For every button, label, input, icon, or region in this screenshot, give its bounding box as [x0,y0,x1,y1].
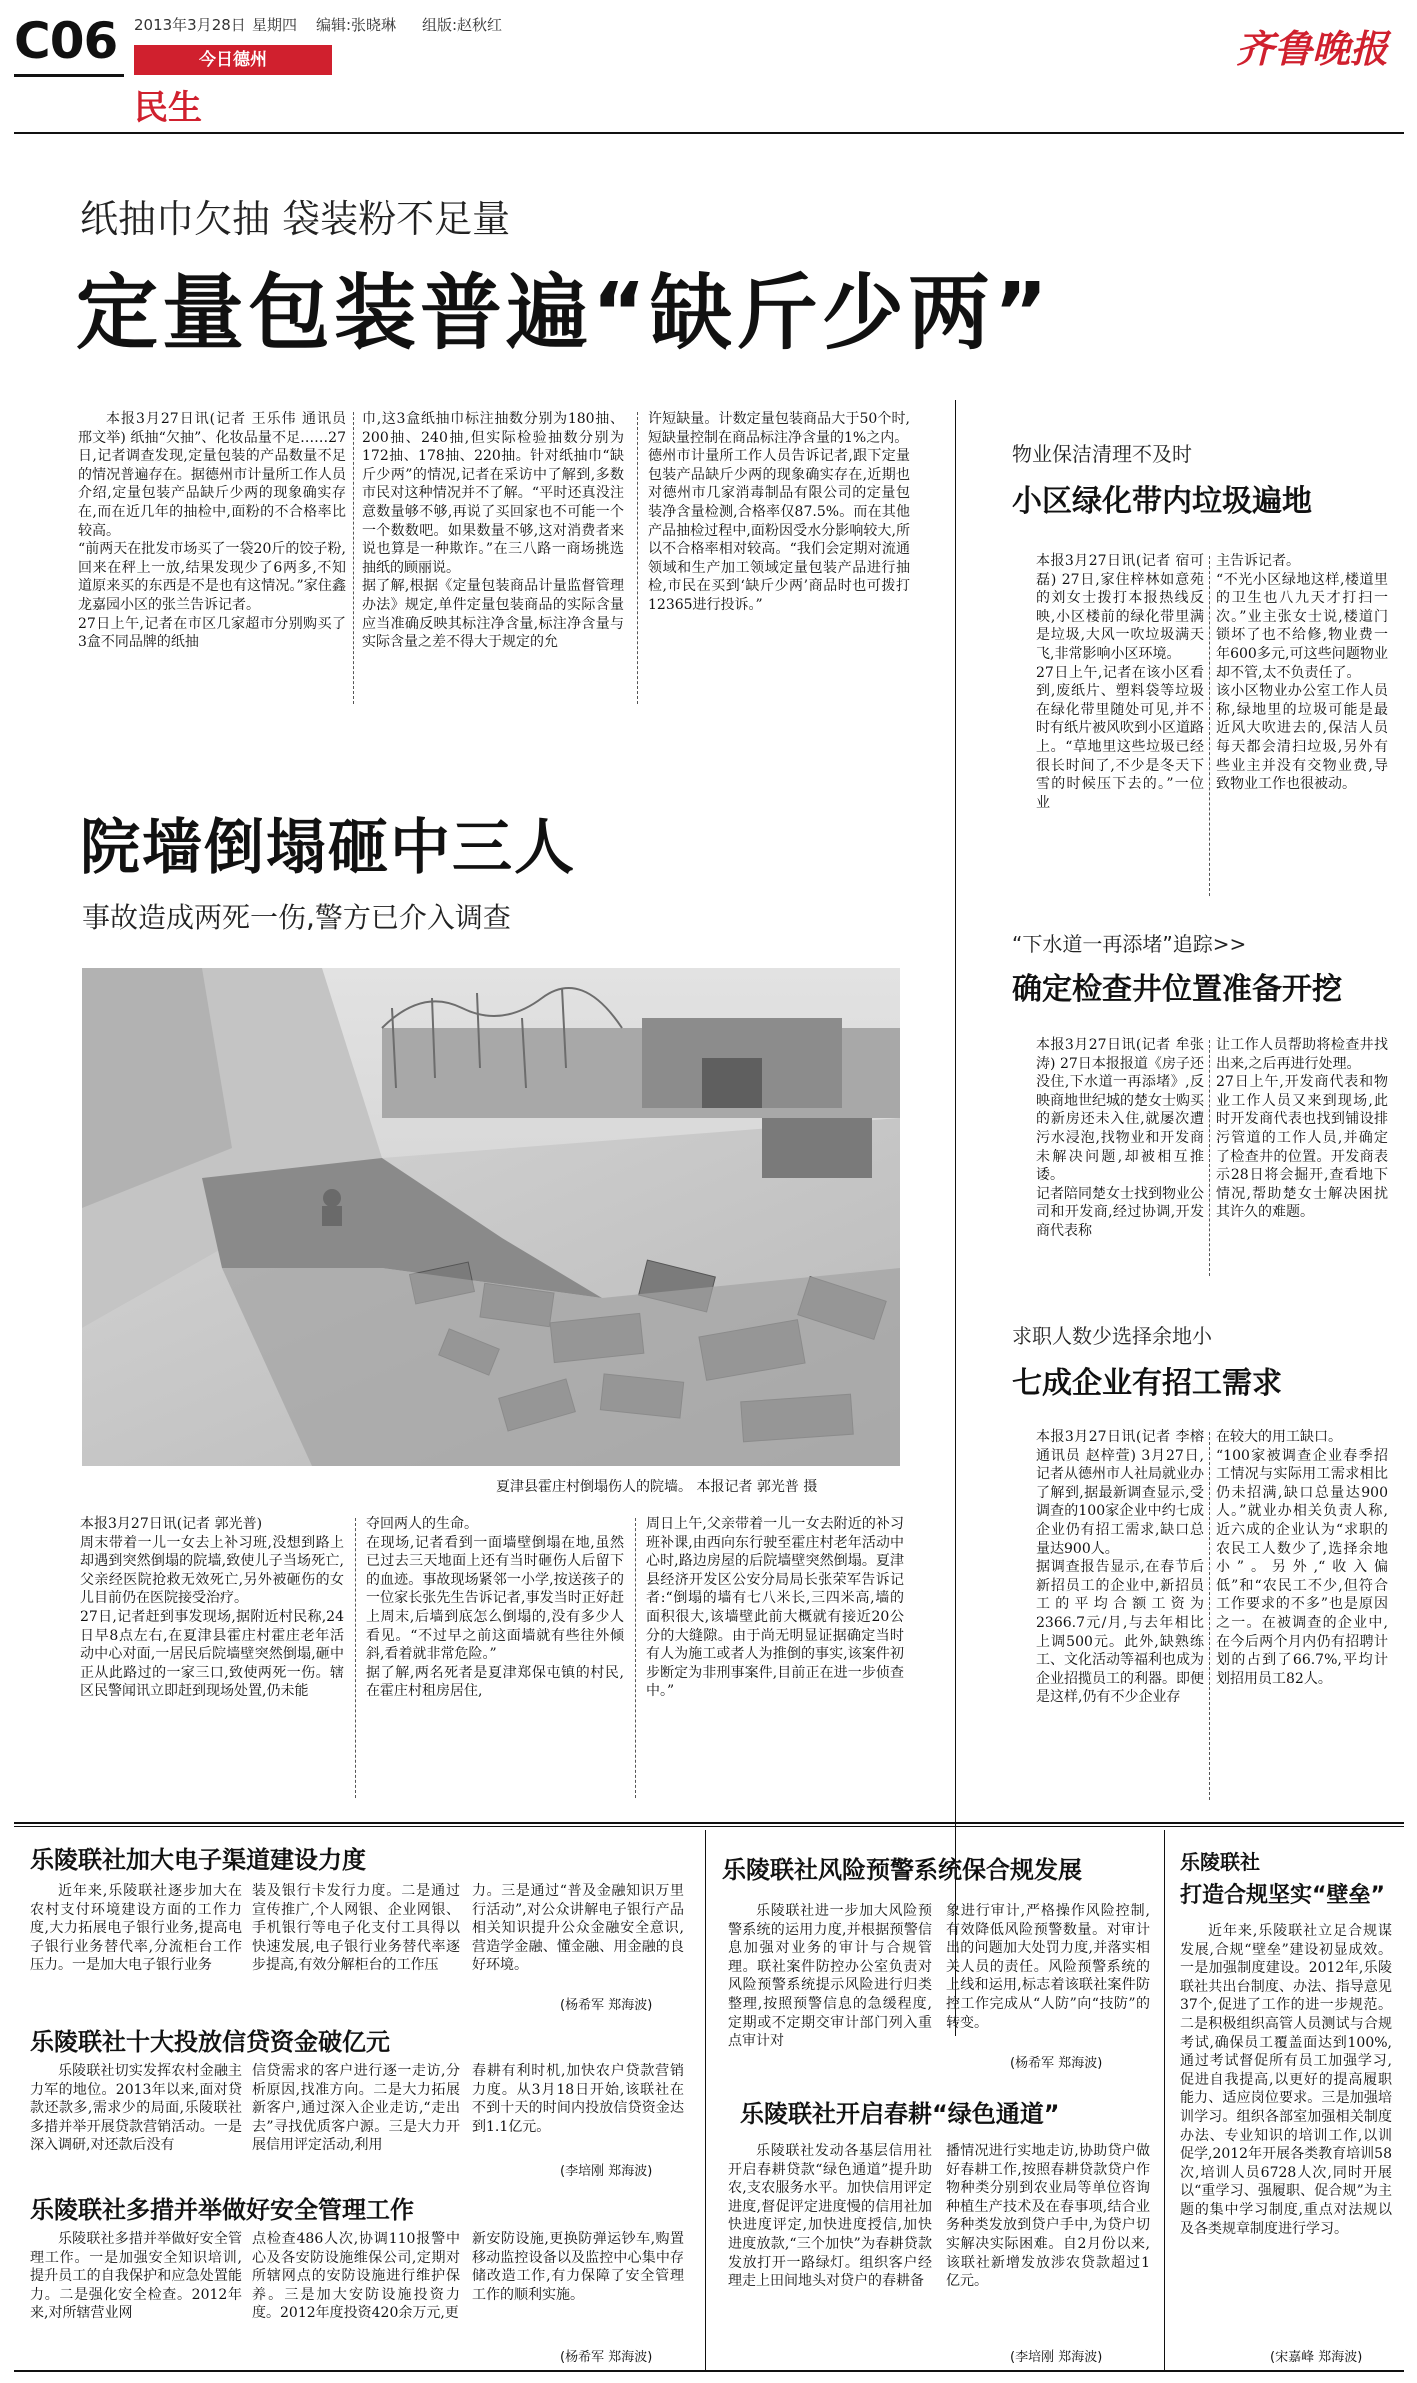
a3-column-3 [472,2230,684,2342]
b2-column-2-text: 播情况进行实地走访,协助贷户做好春耕工作,按照春耕贷款贷户作物种类分别到农业局等单位咨询种植生产技术及在春事项,结合业务种类发放到贷户手中,为贷户切实解决实际困难。自2月份以来,该联社新增发放涉农贷款超过1亿元。 [946,2143,1150,2290]
green-divider [1209,556,1210,896]
green-kicker: 物业保洁清理不及时 [1012,442,1192,466]
green-headline: 小区绿化带内垃圾遍地 [1012,484,1312,519]
green-column-2-text: 主告诉记者。 “不光小区绿地这样,楼道里的卫生也八九天才打扫一次。”业主张女士说,楼道门锁坏了也不给修,物业费一年600多元,可这些问题物业却不管,太不负责任了。 该小区物业办公室工作人员称,绿地里的垃圾可能是最近风大吹进去的,保洁人员每天都会清扫垃圾,另外有些业主并没有交物业费,导致物业工作也很被动。 [1216,553,1388,793]
masthead [0,0,1417,132]
a2-column-2-text: 信贷需求的客户进行逐一走访,分析原因,找准方向。二是大力拓展新客户,通过深入企业走访,“走出去”寻找优质客户源。三是大力开展信用评定活动,利用 [252,2063,460,2154]
jobs-divider [1209,1432,1210,1800]
lead-column-1 [78,410,346,710]
a2-column-2 [252,2062,460,2180]
wall-photo-caption: 夏津县霍庄村倒塌伤人的院墙。 本报记者 郭光普 摄 [496,1479,818,1495]
a3-column-2 [252,2230,460,2364]
b2-column-2 [946,2142,1150,2342]
b2-signature: (李培刚 郑海波) [1010,2350,1103,2365]
page-date: 2013年3月28日 [134,16,246,34]
wall-subhead: 事故造成两死一伤,警方已介入调查 [82,901,511,934]
a2-signature: (李培刚 郑海波) [560,2164,653,2179]
a3-signature: (杨希军 郑海波) [560,2350,653,2365]
b1-column-2-text: 象进行审计,严格操作风险控制,有效降低风险预警数量。对审计出的问题加大处罚力度,并落实相关人员的责任。风险预警系统的上线和运用,标志着该联社案件防控工作完成从“人防”向“技防”的转变。 [946,1903,1150,2031]
lead-headline: 定量包装普遍“缺斤少两” [76,266,1052,361]
lead-column-2-text: 巾,这3盒纸抽巾标注抽数分别为180抽、200抽、240抽,但实际检验抽数分别为172抽、178抽、220抽。针对纸抽巾“缺斤少两”的情况,记者在采访中了解到,多数市民对这种情况并不了解。“平时还真没注意数量够不够,再说了买回家也不可能一个一个数数吧。如果数量不够,这对消费者来说也算是一种欺诈。”在三八路一商场挑选抽纸的顾丽说。 据了解,根据《定量包装商品计量监督管理办法》规定,单件定量包装商品的实际含量应当准确反映其标注净含量,标注净含量与实际含量之差不得大于规定的允 [362,411,624,651]
b2-column-1-text: 乐陵联社发动各基层信用社开启春耕贷款“绿色通道”提升助农,支农服务水平。加快信用评定进度,督促评定进度慢的信用社加快进度评定,加快进度授信,加快进度放款,“三个加快”为春耕贷款发放打开一路绿灯。组织客户经理走上田间地头对贷户的春耕备 [728,2143,932,2290]
b1-column-1-text: 乐陵联社进一步加大风险预警系统的运用力度,并根据预警信息加强对业务的审计与合规管理。联社案件防控办公室负责对风险预警系统提示风险进行归类整理,按照预警信息的急缓程度,定期或不定期交审计部门列入重点审计对 [728,1903,932,2050]
lead-column-2 [362,410,624,710]
c1-kicker: 乐陵联社 [1180,1850,1260,1874]
sewer-kicker: “下水道一再添堵”追踪>> [1012,932,1247,956]
lead-divider-1 [353,412,354,704]
bottom-divider-2 [1164,1830,1165,2370]
bottom-divider-1 [705,1830,706,2370]
a2-column-3 [472,2062,684,2158]
bottom-rule-top [14,1822,1404,1824]
wall-photo [82,968,900,1466]
sewer-column-2-text: 让工作人员帮助将检查井找出来,之后再进行处理。 27日上午,开发商代表和物业工作人员又来到现场,此时开发商代表也找到铺设排污管道的工作人员,并确定了检查井的位置。开发商表示28日将会掘开,查看地下情况,帮助楚女士解决困扰其许久的难题。 [1216,1037,1388,1221]
page-weekday: 星期四 [252,16,298,34]
a1-column-3-text: 力。三是通过“普及金融知识万里行活动”,对公众讲解电子银行产品相关知识提升公众金融安全意识,营造学金融、懂金融、用金融的良好环境。 [472,1883,684,1974]
c1-title: 打造合规坚实“壁垒” [1180,1883,1385,1908]
wall-column-2-text: 夺回两人的生命。 在现场,记者看到一面墙壁倒塌在地,虽然已过去三天地面上还有当时砸伤人后留下的血迹。事故现场紧邻一小学,按送孩子的一位家长张先生告诉记者,事发当时正好赶上周末,后墙到底怎么倒塌的,没有多少人看见。“不过早之前这面墙就有些往外倾斜,看着就非常危险。” 据了解,两名死者是夏津郑保屯镇的村民,在霍庄村租房居住, [366,1516,624,1700]
a1-column-2 [252,1882,460,2012]
a3-column-3-text: 新安防设施,更换防弹运钞车,购置移动监控设备以及监控中心集中存储改造工作,有力保障了安全管理工作的顺利实施。 [472,2231,684,2303]
green-column-2 [1216,552,1388,904]
paper-logo: 齐鲁晚报 [1236,26,1389,71]
a2-column-1 [30,2062,242,2180]
c1-column [1180,1922,1392,2344]
wall-column-1 [80,1515,344,1805]
a2-title: 乐陵联社十大投放信贷资金破亿元 [30,2028,390,2056]
a3-title: 乐陵联社多措并举做好安全管理工作 [30,2196,414,2224]
a1-column-2-text: 装及银行卡发行力度。二是通过宣传推广,个人网银、企业网银、手机银行等电子化支付工具得以快速发展,电子银行业务替代率逐步提高,有效分解柜台的工作压 [252,1883,460,1974]
b2-column-1 [728,2142,932,2364]
a1-column-1-text: 近年来,乐陵联社逐步加大在农村支付环境建设方面的工作力度,大力拓展电子银行业务,提高电子银行业务替代率,分流柜台工作压力。一是加大电子银行业务 [30,1883,242,1974]
sewer-column-2 [1216,1036,1388,1284]
page-number: C06 [14,12,118,70]
sewer-divider [1209,1040,1210,1276]
green-column-1-text: 本报3月27日讯(记者 宿可磊) 27日,家住梓林如意苑的刘女士拨打本报热线反映,小区楼前的绿化带里满是垃圾,大风一吹垃圾满天飞,非常影响小区环境。 27日上午,记者在该小区看到,废纸片、塑料袋等垃圾在绿化带里随处可见,并不时有纸片被风吹到小区道路上。“草地里这些垃圾已经很长时间了,不少是冬天下雪的时候压下去的。”一位业 [1036,553,1204,811]
wall-divider-2 [635,1518,636,1798]
jobs-headline: 七成企业有招工需求 [1012,1366,1282,1401]
b1-title: 乐陵联社风险预警系统保合规发展 [722,1856,1082,1884]
a1-column-3 [472,1882,684,1992]
b1-column-2 [946,1902,1150,2052]
b2-title: 乐陵联社开启春耕“绿色通道” [740,2100,1060,2128]
jobs-column-2 [1216,1428,1388,1808]
a3-column-1-text: 乐陵联社多措并举做好安全管理工作。一是加强安全知识培训,提升员工的自我保护和应急处置能力。二是强化安全检查。2012年来,对所辖营业网 [30,2231,242,2322]
top-rule [14,132,1404,134]
bottom-rule-top-2 [14,1826,1404,1827]
wall-column-3-text: 周日上午,父亲带着一儿一女去附近的补习班补课,由西向东行驶至霍庄村老年活动中心时,路边房屋的后院墙壁突然倒塌。夏津县经济开发区公安分局局长张荣军告诉记者:“倒塌的墙有七八米长,三四米高,墙的面积很大,该墙壁此前大概就有接近20公分的大缝隙。由于尚无明显证据确定当时有人为施工或者人为推倒的事实,该案件初步断定为非刑事案件,目前正在进一步侦查中。” [646,1516,904,1700]
jobs-kicker: 求职人数少选择余地小 [1012,1324,1212,1348]
a3-column-2-text: 点检查486人次,协调110报警中心及各安防设施维保公司,定期对所辖网点的安防设施进行维护保养。三是加大安防设施投资力度。2012年度投资420余万元,更 [252,2231,460,2322]
wall-divider-1 [355,1518,356,1798]
a3-column-1 [30,2230,242,2364]
b1-column-1 [728,1902,932,2072]
jobs-column-1 [1036,1428,1204,1808]
green-column-1 [1036,552,1204,904]
a2-column-1-text: 乐陵联社切实发挥农村金融主力军的地位。2013年以来,面对贷款还款多,需求少的局面,乐陵联社多措并举开展贷款营销活动。一是深入调研,对还款后没有 [30,2063,242,2154]
page-designer: 组版:赵秋红 [422,16,503,34]
sewer-column-1 [1036,1036,1204,1284]
a1-signature: (杨希军 郑海波) [560,1998,653,2013]
masthead-rule [14,74,124,77]
a1-column-1 [30,1882,242,2012]
collapsed-wall-photo [82,968,900,1466]
lead-column-3 [648,410,910,710]
lead-divider-2 [637,412,638,704]
c1-column-text: 近年来,乐陵联社立足合规谋发展,合规“壁垒”建设初显成效。一是加强制度建设。2012年,乐陵联社共出台制度、办法、指导意见37个,促进了工作的进一步规范。二是积极组织高管人员测试与合规考试,确保员工覆盖面达到100%,通过考试督促所有员工加强学习,促进自我提高,以更好的提高履职能力、适应岗位要求。三是加强培训学习。组织各部室加强相关制度办法、专业知识的培训工作,以训促学,2012年开展各类教育培训58次,培训人员6728人次,同时开展以“重学习、强履职、促合规”为主题的集中学习制度,重点对法规以及各类规章制度进行学习。 [1180,1923,1392,2237]
bottom-rule-bottom [14,2370,1404,2372]
wall-headline: 院墙倒塌砸中三人 [80,813,576,883]
b1-signature: (杨希军 郑海波) [1010,2056,1103,2071]
lead-kicker: 纸抽巾欠抽 袋装粉不足量 [80,197,511,241]
page-editor: 编辑:张晓琳 [316,16,397,34]
lead-column-3-text: 许短缺量。计数定量包装商品大于50个时,短缺量控制在商品标注净含量的1%之内。 德州市计量所工作人员告诉记者,跟下定量包装产品缺斤少两的现象确实存在,近期也对德州市几家消毒制品有限公司的定量包装净含量检测,合格率仅87.5%。而在其他产品抽检过程中,面粉因受水分影响较大,所以不合格率相对较高。“我们会定期对流通领域和生产加工领域定量包装产品进行抽检,市民在买到‘缺斤少两’商品时也可拨打12365进行投诉。” [648,411,910,613]
jobs-column-1-text: 本报3月27日讯(记者 李榕 通讯员 赵梓萱) 3月27日,记者从德州市人社局就业办了解到,据最新调查显示,受调查的100家企业中约七成企业仍有招工需求,缺口总量达900人。 据调查报告显示,在春节后新招员工的企业中,新招员工的平均合额工资为2366.7元/月,与去年相比上调500元。此外,缺熟练工、文化活动等福利也成为企业招揽员工的利器。即便是这样,仍有不少企业存 [1036,1429,1204,1706]
wall-column-1-text: 本报3月27日讯(记者 郭光普) 周末带着一儿一女去上补习班,没想到路上却遇到突然倒塌的院墙,致使儿子当场死亡,父亲经医院抢救无效死亡,另外被砸伤的女儿目前仍在医院接受治疗。 27日,记者赶到事发现场,据附近村民称,24日早8点左右,在夏津县霍庄村霍庄老年活动中心对面,一居民后院墙壁突然倒塌,砸中正从此路过的一家三口,致使两死一伤。辖区民警闻讯立即赶到现场处置,仍未能 [80,1516,344,1700]
edition-tag: 今日德州 [134,45,332,75]
section-name: 民生 [134,88,202,128]
lead-column-1-text: 本报3月27日讯(记者 王乐伟 通讯员 邢文举) 纸抽“欠抽”、化妆品量不足……27日,记者调查发现,定量包装的产品数量不足的情况普遍存在。据德州市计量所工作人员介绍,定量包装产品缺斤少两的现象确实存在,而在近几年的抽检中,面粉的不合格率比较高。 “前两天在批发市场买了一袋20斤的饺子粉,回来在秤上一放,结果发现少了6两多,不知道原来买的东西是不是也有这情况。”家住鑫龙嘉园小区的张兰告诉记者。 27日上午,记者在市区几家超市分别购买了3盒不同品牌的纸抽 [78,411,346,651]
c1-signature: (宋嘉峰 郑海波) [1270,2350,1363,2365]
right-column-rule [955,400,956,2036]
sewer-column-1-text: 本报3月27日讯(记者 牟张涛) 27日本报报道《房子还没住,下水道一再添堵》,反映商地世纪城的楚女士购买的新房还未入住,就屡次遭污水浸泡,找物业和开发商未解决问题,却被相互推诿。 记者陪同楚女士找到物业公司和开发商,经过协调,开发商代表称 [1036,1037,1204,1239]
a1-title: 乐陵联社加大电子渠道建设力度 [30,1846,366,1874]
wall-column-2 [366,1515,624,1805]
jobs-column-2-text: 在较大的用工缺口。 “100家被调查企业春季招工情况与实际用工需求相比仍未招满,缺口总量达900人。”就业办相关负责人称,近六成的企业认为“求职的农民工人数少了,选择余地小”。另外,“收入偏低”和“农民工不少,但符合工作要求的不多”也是原因之一。在被调查的企业中,在今后两个月内仍有招聘计划的占到了66.7%,平均计划招用员工82人。 [1216,1429,1388,1687]
sewer-headline: 确定检查井位置准备开挖 [1012,972,1342,1007]
wall-column-3 [646,1515,904,1805]
a2-column-3-text: 春耕有利时机,加快农户贷款营销力度。从3月18日开始,该联社在不到十天的时间内投放信贷资金达到1.1亿元。 [472,2063,684,2135]
